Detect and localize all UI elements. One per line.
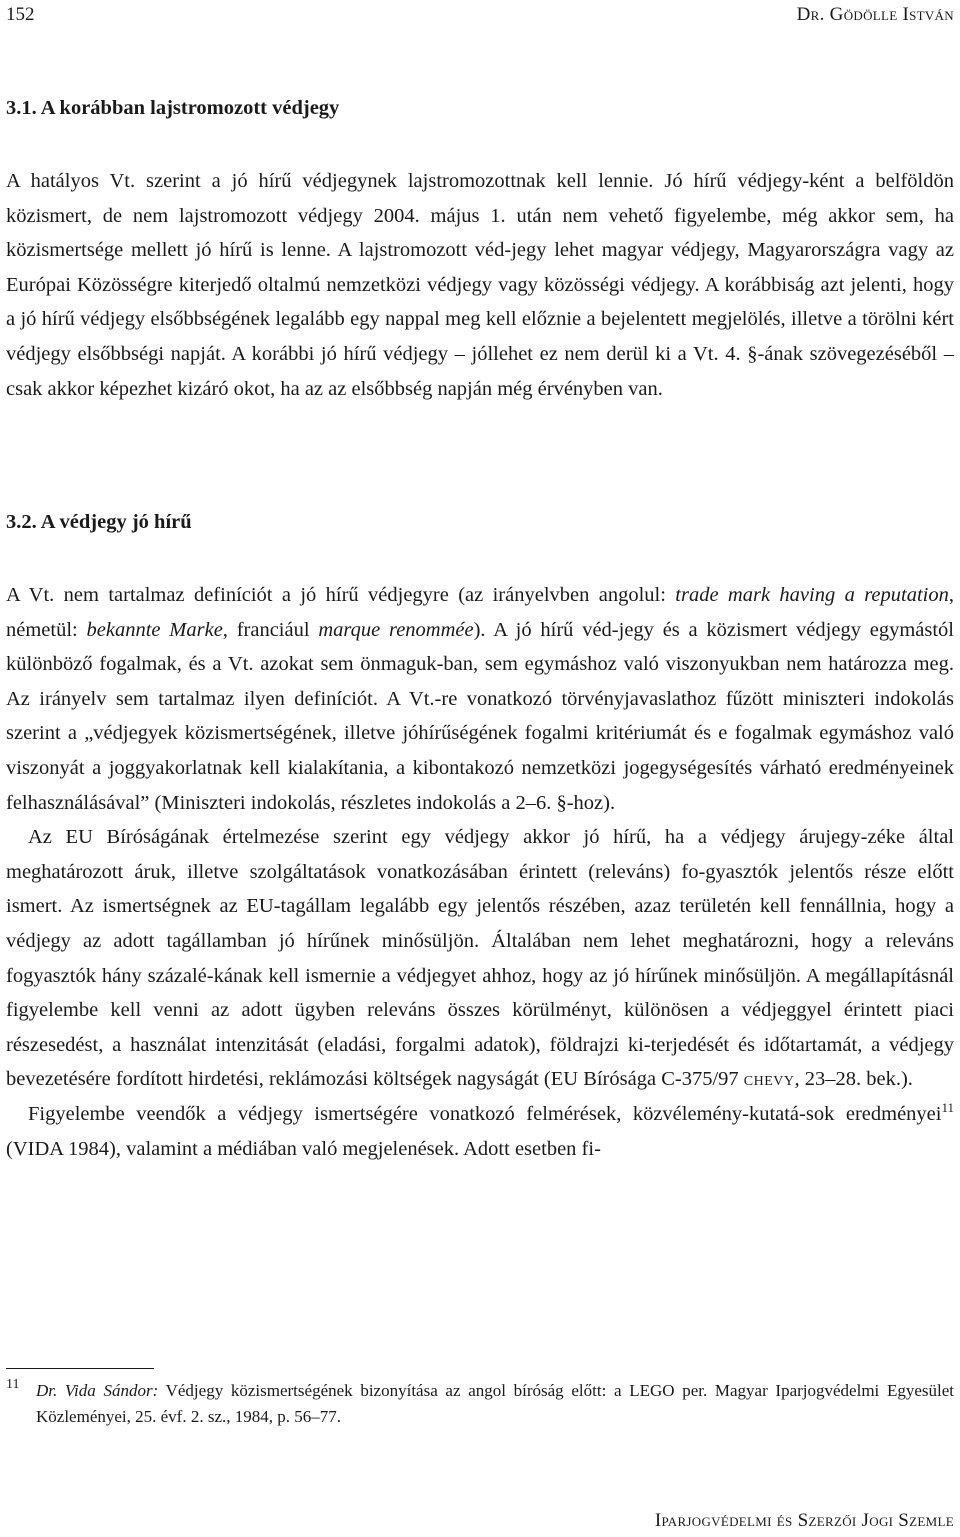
footnote-author: Dr. Vida Sándor:	[36, 1381, 159, 1400]
footnote-text: Dr. Vida Sándor: Védjegy közismertségének bizonyítása az angol bíróság előtt: a LEGO per. Magyar Iparjogvédelmi Egyesület Közleményei, 25. évf. 2. sz., 1984, p. 56–77.	[36, 1381, 954, 1426]
paragraph: Az EU Bíróságának értelmezése szerint egy védjegy akkor jó hírű, ha a védjegy árujegy-zéke által meghatározott áruk, illetve szolgáltatások vonatkozásában érintett (releváns) fo-gyasztók jelentős része előtt ismert. Az ismertségnek az EU-tagállam legalább egy jelentős részében, azaz területén kell fennállnia, hogy a védjegy az adott tagállamban jó hírűnek minősüljön. Általában nem lehet meghatározni, hogy a releváns fogyasztók hány százalé-kának kell ismernie a védjegyet ahhoz, hogy az jó hírűnek minősüljön. A megállapításnál figyelembe kell venni az adott ügyben releváns összes körülményt, különösen a védjeggyel érintett piaci részesedést, a használat intenzitását (eladási, forgalmi adatok), földrajzi ki-terjedését és időtartamát, a védjegy bevezetésére fordított hirdetési, reklámozási költségek nagyságát (EU Bírósága C-375/97 chevy, 23–28. bek.).	[6, 826, 954, 1091]
running-header	[6, 4, 954, 28]
running-author: Dr. Gödölle István	[796, 4, 954, 25]
paragraph: Figyelembe veendők a védjegy ismertségére vonatkozó felmérések, közvélemény-kutatá-sok eredményei$^{11}$ (VIDA 1984), valamint a médiában való megjelenések. Adott esetben fi-	[6, 1099, 954, 1160]
paragraph: A hatályos Vt. szerint a jó hírű védjegynek lajstromozottnak kell lennie. Jó hírű védjegy-ként a belföldön közismert, de nem lajstromozott védjegy 2004. május 1. után nem vehető figyelembe, még akkor sem, ha közismertsége mellett jó hírű is lenne. A lajstromozott véd-jegy lehet magyar védjegy, Magyarországra vagy az Európai Közösségre kiterjedő oltalmú nemzetközi védjegy vagy közösségi védjegy. A korábbiság azt jelenti, hogy a jó hírű védjegy elsőbbségének legalább egy nappal meg kell előznie a bejelentett megjelölés, illetve a törölni kért védjegy elsőbbségi napját. A korábbi jó hírű védjegy – jóllehet ez nem derül ki a Vt. 4. §-ának szövegezéséből – csak akkor képezhet kizáró okot, ha az az elsőbbség napján még érvényben van.	[6, 170, 954, 400]
footnote-reference[interactable]: 11	[941, 1099, 954, 1115]
section-heading-3-2: 3.2. A védjegy jó hírű	[6, 511, 192, 533]
footnote-number: 11	[6, 1377, 20, 1392]
case-name: chevy	[743, 1068, 795, 1091]
footnote	[6, 1378, 954, 1429]
paragraph: A Vt. nem tartalmaz definíciót a jó hírű védjegyre (az irányelvben angolul: trade mark having a reputation, németül: bekannte Marke, franciául marque renommée). A jó hírű véd-jegy és a közismert védjegy egymástól különböző fogalmak, és a Vt. azokat sem önmaguk-ban, sem egymáshoz való viszonyukban nem határozza meg. Az irányelv sem tartalmaz ilyen definíciót. A Vt.-re vonatkozó törvényjavaslathoz fűzött miniszteri indokolás szerint a „védjegyek közismertségének, illetve jóhírűségének fogalmi kritériumát és e fogalmak egymáshoz való viszonyát a joggyakorlatnak kell kialakítania, a kibontakozó nemzetközi jogegységesítés várható eredményeinek felhasználásával” (Miniszteri indokolás, részletes indokolás a 2–6. §-hoz).	[6, 584, 954, 814]
section-3-2-body	[6, 578, 954, 1166]
section-heading-3-1: 3.1. A korábban lajstromozott védjegy	[6, 97, 340, 119]
running-footer: Iparjogvédelmi és Szerzői Jogi Szemle	[654, 1510, 954, 1531]
footnote-divider	[6, 1368, 154, 1369]
section-3-1-body	[6, 164, 954, 406]
page-number: 152	[6, 4, 35, 25]
